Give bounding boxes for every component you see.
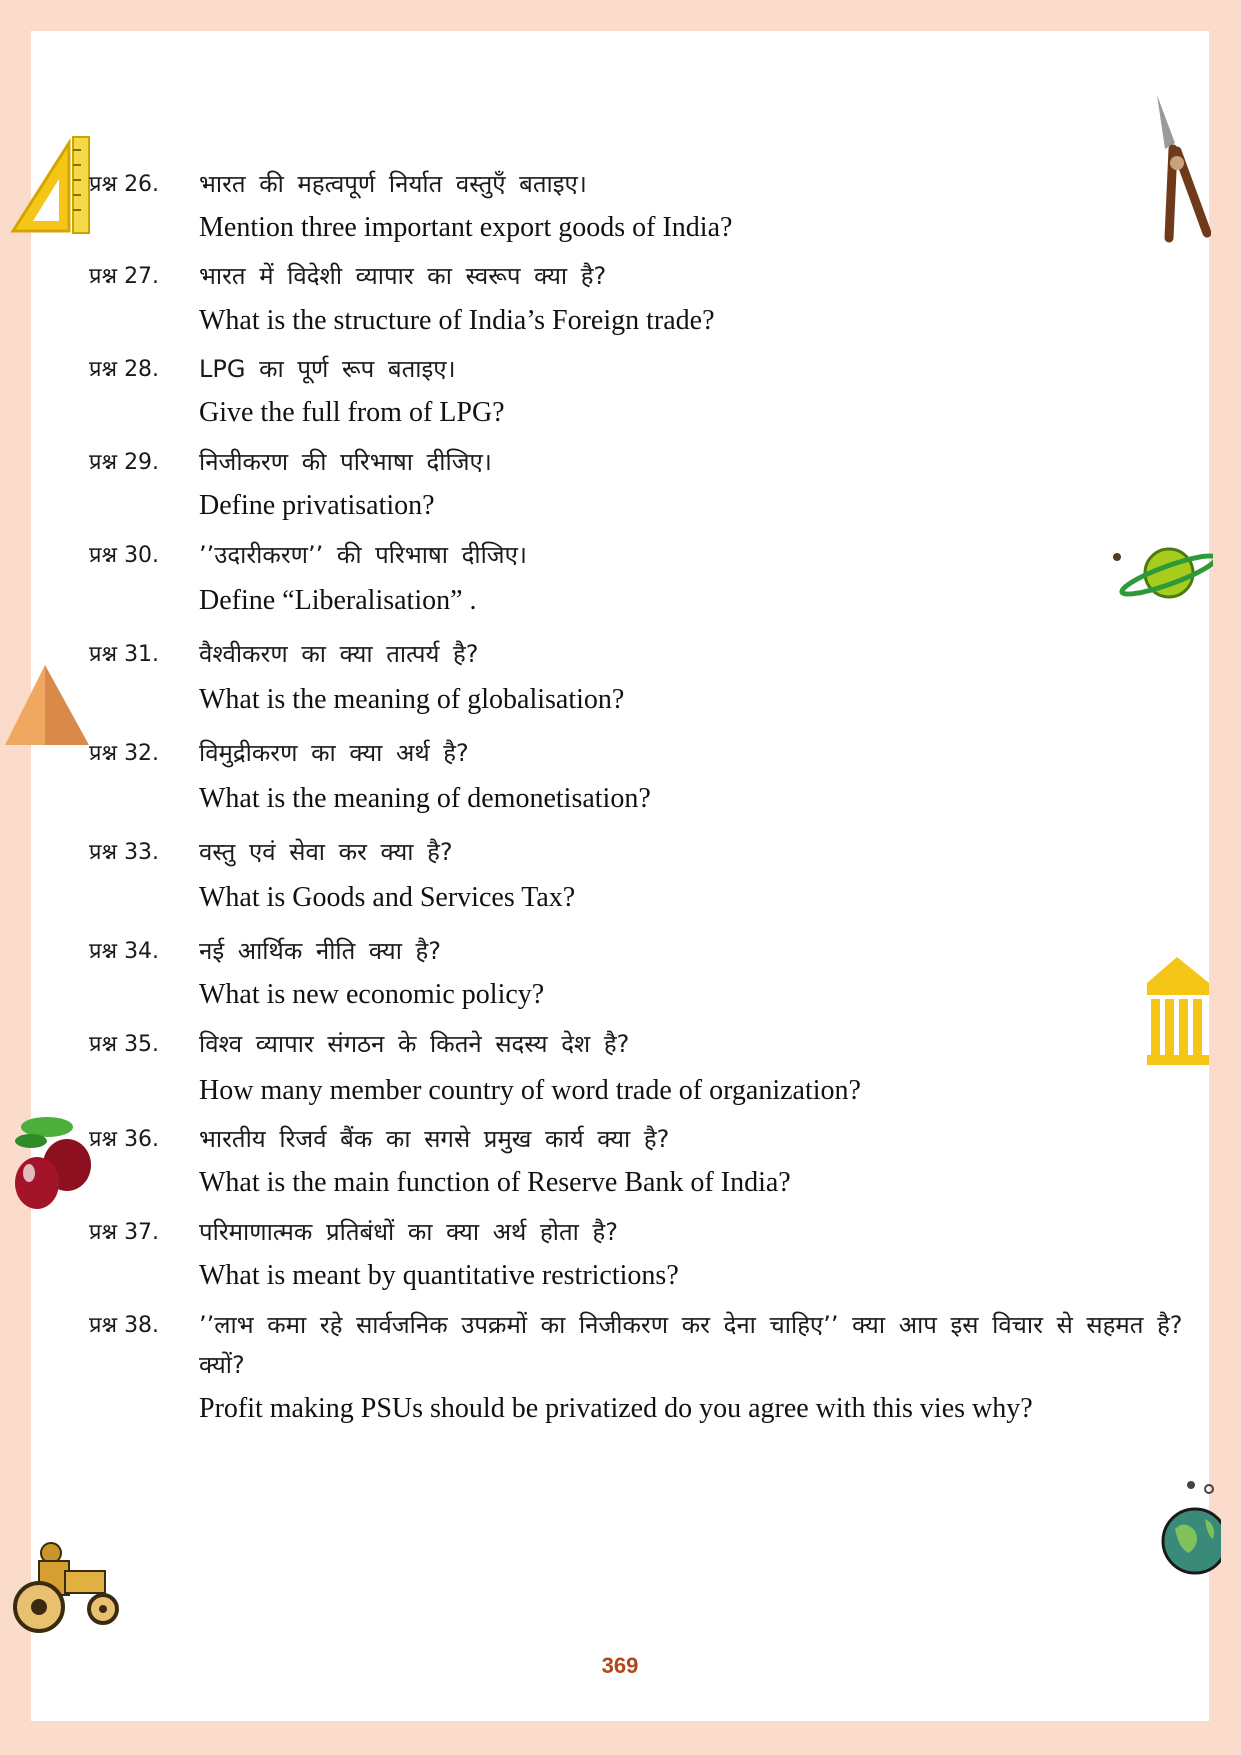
question-number: प्रश्न 38. bbox=[89, 1313, 160, 1338]
question-text-hindi: ’’लाभ कमा रहे सार्वजनिक उपक्रमों का निजीकरण कर देना चाहिए’’ क्या आप इस विचार से सहमत है? क्यों? bbox=[199, 1311, 1183, 1379]
question-text-english: Give the full from of LPG? bbox=[199, 397, 505, 428]
question-number: प्रश्न 28. bbox=[89, 357, 160, 382]
question-number: प्रश्न 33. bbox=[89, 840, 160, 865]
question-number: प्रश्न 36. bbox=[89, 1127, 160, 1152]
question-number: प्रश्न 34. bbox=[89, 939, 160, 964]
question-text-english: What is the structure of India’s Foreign trade? bbox=[199, 305, 715, 336]
question-text-english: What is the main function of Reserve Bank of India? bbox=[199, 1167, 791, 1198]
question-number: प्रश्न 30. bbox=[89, 543, 160, 568]
question-text-hindi: विमुद्रीकरण का क्या अर्थ है? bbox=[199, 739, 469, 767]
question-text-hindi: विश्व व्यापार संगठन के कितने सदस्य देश है? bbox=[199, 1030, 630, 1058]
question-text-hindi: भारतीय रिजर्व बैंक का सगसे प्रमुख कार्य क्या है? bbox=[199, 1125, 670, 1153]
question-text-english: Define “Liberalisation” . bbox=[199, 585, 477, 616]
question-number: प्रश्न 29. bbox=[89, 450, 160, 475]
question-number: प्रश्न 26. bbox=[89, 172, 160, 197]
question-text-hindi: LPG का पूर्ण रूप बताइए। bbox=[199, 355, 456, 383]
question-text-english: Define privatisation? bbox=[199, 490, 435, 521]
question-text-english: How many member country of word trade of organization? bbox=[199, 1075, 861, 1106]
question-number: प्रश्न 37. bbox=[89, 1220, 160, 1245]
question-text-english: Profit making PSUs should be privatized do you agree with this vies why? bbox=[199, 1393, 1033, 1424]
question-text-english: What is new economic policy? bbox=[199, 979, 545, 1010]
question-text-hindi: नई आर्थिक नीति क्या है? bbox=[199, 937, 442, 965]
question-text-hindi: भारत की महत्वपूर्ण निर्यात वस्तुएँ बताइए। bbox=[199, 170, 587, 198]
question-text-english: What is the meaning of globalisation? bbox=[199, 684, 625, 715]
question-text-hindi: ’’उदारीकरण’’ की परिभाषा दीजिए। bbox=[199, 541, 527, 569]
question-list bbox=[31, 31, 1209, 1721]
question-text-english: What is the meaning of demonetisation? bbox=[199, 783, 651, 814]
question-number: प्रश्न 32. bbox=[89, 741, 160, 766]
question-number: प्रश्न 27. bbox=[89, 264, 160, 289]
page-number: 369 bbox=[601, 1653, 639, 1678]
question-text-english: What is meant by quantitative restrictions? bbox=[199, 1260, 679, 1291]
question-text-english: What is Goods and Services Tax? bbox=[199, 882, 576, 913]
question-text-hindi: वैश्वीकरण का क्या तात्पर्य है? bbox=[199, 640, 479, 668]
question-text-hindi: भारत में विदेशी व्यापार का स्वरूप क्या है? bbox=[199, 262, 607, 290]
document-page bbox=[31, 31, 1209, 1721]
question-number: प्रश्न 31. bbox=[89, 642, 160, 667]
question-text-english: Mention three important export goods of India? bbox=[199, 212, 733, 243]
question-number: प्रश्न 35. bbox=[89, 1032, 160, 1057]
question-text-hindi: निजीकरण की परिभाषा दीजिए। bbox=[199, 448, 492, 476]
question-text-hindi: परिमाणात्मक प्रतिबंधों का क्या अर्थ होता है? bbox=[199, 1218, 618, 1246]
question-text-hindi: वस्तु एवं सेवा कर क्या है? bbox=[199, 838, 453, 866]
